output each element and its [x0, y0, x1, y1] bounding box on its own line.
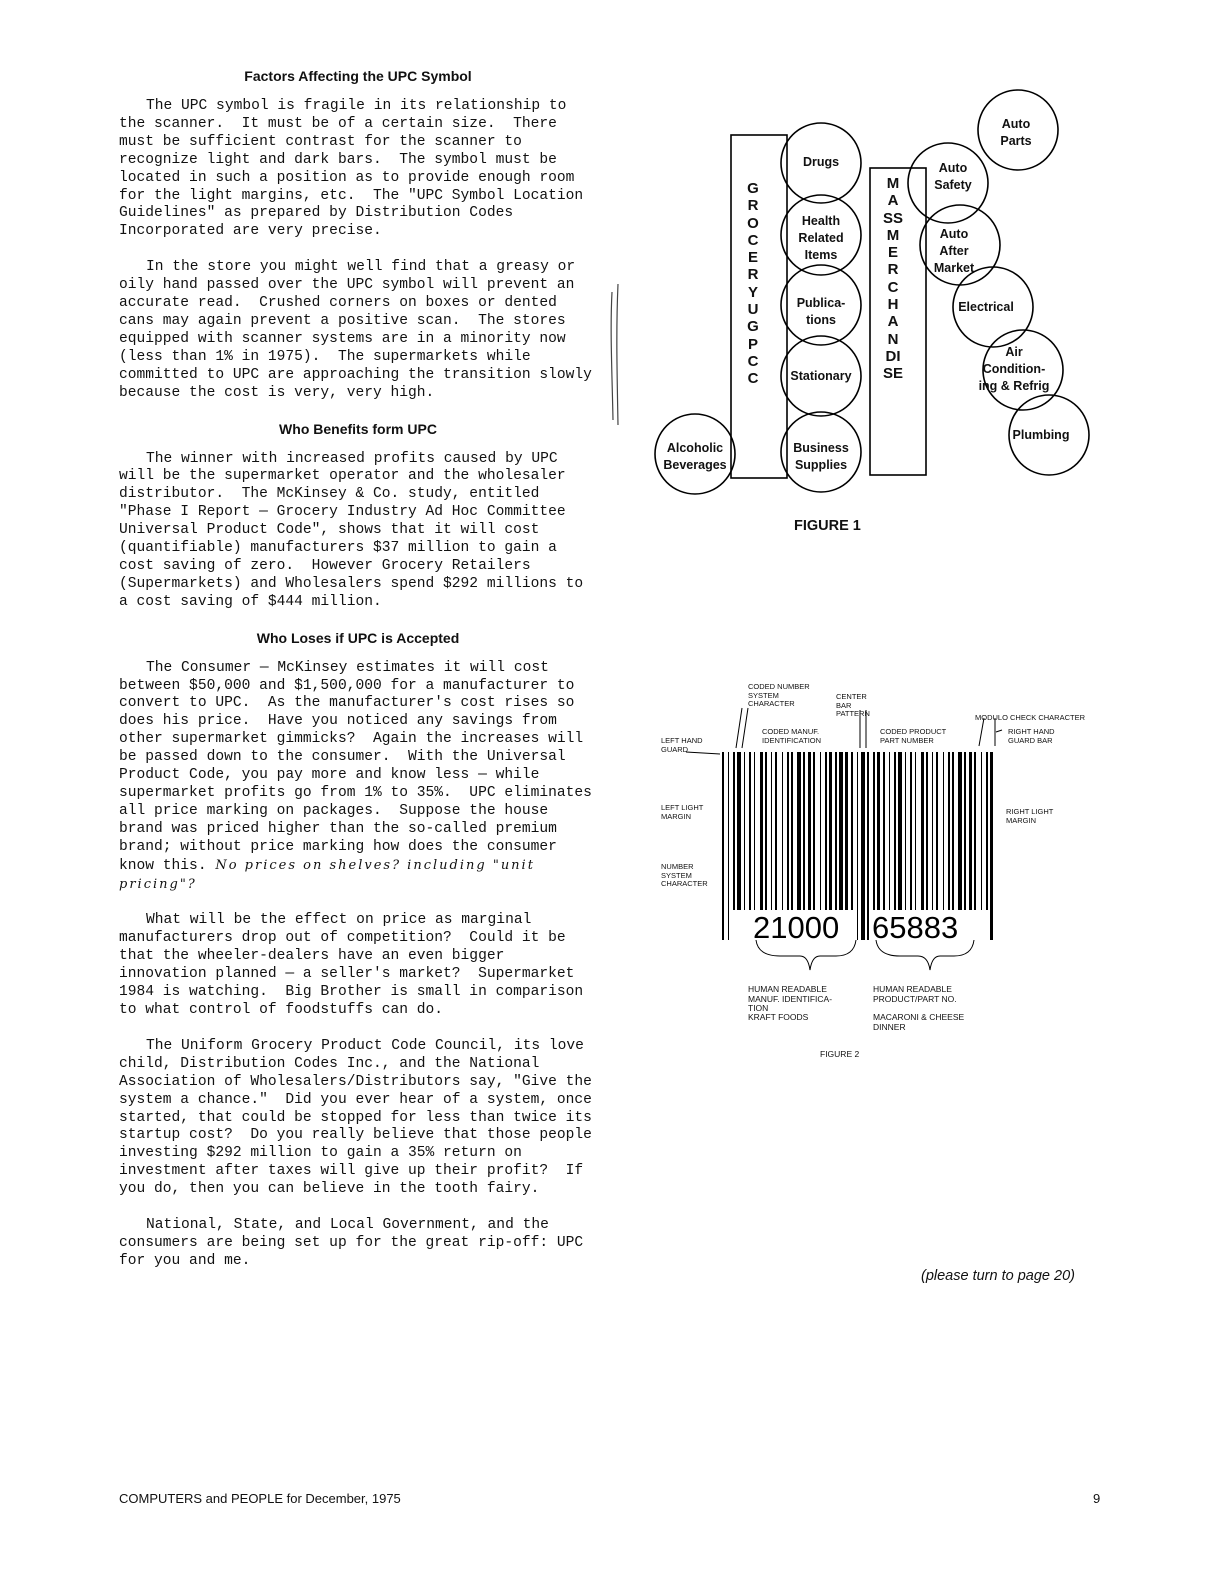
- circle-label-plumbing: Plumbing: [1012, 428, 1070, 442]
- barcode-bar-6: [754, 752, 755, 910]
- barcode-bar-23: [845, 752, 848, 910]
- label-human-product: HUMAN READABLE PRODUCT/PART NO.: [873, 984, 957, 1004]
- barcode-bar-11: [782, 752, 783, 910]
- barcode-bar-14: [797, 752, 801, 910]
- grocery-ugpcc-label: GROCERY UGPCC: [747, 180, 759, 388]
- barcode-bar-21: [835, 752, 837, 910]
- circle-label-alcoholic: Alcoholic Beverages: [663, 441, 727, 472]
- circle-label-auto-aftermarket: Auto After Market: [933, 227, 975, 275]
- barcode-bar-42: [948, 752, 950, 910]
- paragraph-text: The Consumer — McKinsey estimates it will cost between $50,000 and $1,500,000 for a manufacturer to convert to UPC. As the manufacturer's cost rises so does his price. Have you noticed any savings from other supermarket gimmicks? Again the increases will be passed down to the consumer. With the Universal Product Code, you pay more and know less — while supermarket profits go from 1% to 35%. UPC eliminates all price marking on packages. Suppose the house brand was priced higher than the so-called premium brand; without price marking how does the consumer know this.: [119, 659, 601, 874]
- circle-label-auto-parts: Auto Parts: [1000, 117, 1032, 148]
- figure-1-caption: FIGURE 1: [794, 518, 861, 534]
- barcode-bar-39: [932, 752, 933, 910]
- label-macaroni: MACARONI & CHEESE DINNER: [873, 1012, 965, 1032]
- circle-label-stationary: Stationary: [790, 369, 852, 383]
- circle-label-air-conditioning: Air Condition-ing & Refrig: [978, 345, 1050, 393]
- footer-publication: COMPUTERS and PEOPLE for December, 1975: [119, 1491, 401, 1506]
- circle-label-publications: Publica-tions: [796, 296, 846, 327]
- barcode-bar-30: [883, 752, 885, 910]
- page-number: 9: [1093, 1491, 1101, 1506]
- label-coded-product: CODED PRODUCT PART NUMBER: [880, 727, 947, 745]
- barcode-bar-25: [857, 752, 858, 940]
- section-heading-loses: Who Loses if UPC is Accepted: [256, 629, 460, 646]
- barcode-bar-43: [952, 752, 954, 910]
- circle-label-business: Business Supplies: [793, 441, 849, 472]
- figure-1-venn-diagram: [640, 80, 1100, 534]
- figure-2-upc-barcode: [650, 680, 1100, 1070]
- paragraph: What will be the effect on price as marginal manufacturers drop out of competition? Could it be that the wheeler-dealers have an even bigger innovation planned — a seller's market? Supermarket 1984 is watching. Big Brother is small in comparison to what control of foodstuffs can do.: [119, 912, 592, 1018]
- barcode-bar-31: [889, 752, 890, 910]
- article-column: [119, 68, 601, 1289]
- mass-merchandise-label: MASS MERCHANDISE: [883, 175, 904, 383]
- barcode-bar-29: [877, 752, 880, 910]
- barcode-bar-9: [771, 752, 772, 910]
- label-right-guard: RIGHT HAND GUARD BAR: [1008, 727, 1055, 745]
- barcode-bar-41: [943, 752, 944, 910]
- barcode-bar-34: [905, 752, 906, 910]
- digits-right: 65883: [872, 910, 959, 945]
- circle-label-auto-safety: Auto Safety: [934, 161, 972, 192]
- paragraph: National, State, and Local Government, and the consumers are being set up for the great rip-off: UPC for you and me.: [119, 1217, 592, 1269]
- barcode-bar-24: [851, 752, 853, 910]
- circle-label-electrical: Electrical: [958, 300, 1014, 314]
- barcode-bar-47: [974, 752, 976, 910]
- barcode-bar-17: [813, 752, 815, 910]
- barcode-bar-33: [898, 752, 902, 910]
- section-heading-benefits: Who Benefits form UPC: [279, 420, 437, 437]
- barcode-bar-35: [910, 752, 912, 910]
- barcode-bar-18: [820, 752, 821, 910]
- barcode-bar-50: [990, 752, 993, 940]
- digits-left: 21000: [753, 910, 840, 945]
- label-kraft: KRAFT FOODS: [748, 1012, 809, 1022]
- handwritten-note: No prices on shelves? including "unit pricing"?: [119, 857, 542, 892]
- barcode-bar-32: [894, 752, 896, 910]
- barcode-bar-12: [787, 752, 789, 910]
- barcode-bar-49: [986, 752, 988, 910]
- label-coded-manuf: CODED MANUF. IDENTIFICATION: [762, 727, 822, 745]
- label-number-system-side: NUMBER SYSTEM CHARACTER: [661, 862, 708, 888]
- paragraph: In the store you might well find that a greasy or oily hand passed over the UPC symbol will prevent an accurate read. Crushed corners on boxes or dented cans may again prevent a positive scan. The stores equipped with scanner systems are in a minority now (less than 1% in 1975). The supermarkets while committed to UPC are approaching the transition slowly because the cost is very, very high.: [119, 259, 601, 401]
- barcode-bar-16: [808, 752, 811, 910]
- barcode-bar-48: [981, 752, 982, 910]
- barcode-bar-27: [867, 752, 869, 940]
- margin-pencil-marks: [600, 270, 630, 430]
- label-right-margin: RIGHT LIGHT MARGIN: [1006, 807, 1054, 825]
- barcode-bar-22: [839, 752, 843, 910]
- barcode-bar-46: [969, 752, 972, 910]
- barcode-bar-5: [749, 752, 751, 910]
- label-number-system-top: CODED NUMBER SYSTEM CHARACTER: [748, 682, 810, 708]
- section-heading-factors: Factors Affecting the UPC Symbol: [244, 68, 472, 84]
- barcode-bar-26: [861, 752, 865, 940]
- barcode-bar-38: [926, 752, 928, 910]
- barcode-bar-3: [737, 752, 741, 910]
- label-left-guard: LEFT HAND GUARD: [661, 736, 703, 754]
- label-modulo: MODULO CHECK CHARACTER: [975, 713, 1086, 722]
- paragraph: The winner with increased profits caused by UPC will be the supermarket operator and the wholesaler distributor. The McKinsey & Co. study, entitled "Phase I Report — Grocery Industry Ad Hoc Committee Universal Product Code", shows that it will cost (quantifiable) manufacturers $37 million to gain a cost saving of zero. However Grocery Retailers (Supermarkets) and Wholesalers spend $292 millions to a cost saving of $444 million.: [119, 450, 592, 610]
- circle-label-health: Health Related Items: [798, 214, 844, 262]
- label-left-margin: LEFT LIGHT MARGIN: [661, 803, 704, 821]
- barcode-bar-2: [733, 752, 735, 910]
- barcode-bar-20: [829, 752, 832, 910]
- label-human-manuf: HUMAN READABLE MANUF. IDENTIFICA-TION: [748, 984, 833, 1013]
- figure-2-caption: FIGURE 2: [820, 1049, 860, 1059]
- barcode-bar-7: [760, 752, 763, 910]
- barcode-bar-10: [775, 752, 777, 910]
- barcode-bar-36: [915, 752, 916, 910]
- barcode-bar-19: [825, 752, 827, 910]
- barcode-bar-37: [921, 752, 924, 910]
- turn-page-note: (please turn to page 20): [921, 1268, 1075, 1284]
- barcode-bar-4: [744, 752, 745, 910]
- barcode-bar-28: [873, 752, 875, 910]
- barcode-bar-1: [728, 752, 729, 940]
- barcode-bar-40: [936, 752, 938, 910]
- barcode-bar-8: [765, 752, 767, 910]
- barcode-bar-13: [791, 752, 793, 910]
- barcode-bar-15: [803, 752, 805, 910]
- barcode-bar-45: [964, 752, 966, 910]
- label-center-bar: CENTER BAR PATTERN: [836, 692, 870, 718]
- barcode-bar-0: [722, 752, 724, 940]
- paragraph: The UPC symbol is fragile in its relationship to the scanner. It must be of a certain size. There must be sufficient contrast for the scanner to recognize light and dark bars. The symbol must be located in such a position as to provide enough room for the light margins, etc. The "UPC Symbol Location Guidelines" as prepared by Distribution Codes Incorporated are very precise.: [119, 98, 592, 240]
- paragraph: [119, 659, 601, 895]
- barcode-bar-44: [958, 752, 962, 910]
- barcode-graphic: [650, 680, 1100, 980]
- circle-label-drugs: Drugs: [802, 155, 840, 169]
- paragraph: The Uniform Grocery Product Code Council, its love child, Distribution Codes Inc., and the National Association of Wholesalers/Distributors say, "Give the system a chance." Did you ever hear of a system, once started, that could be stopped for less than twice its startup cost? Do you really believe that those people investing $292 million to gain a 35% return on investment after taxes will give up their profit? If you do, then you can believe in the tooth fairy.: [119, 1037, 601, 1198]
